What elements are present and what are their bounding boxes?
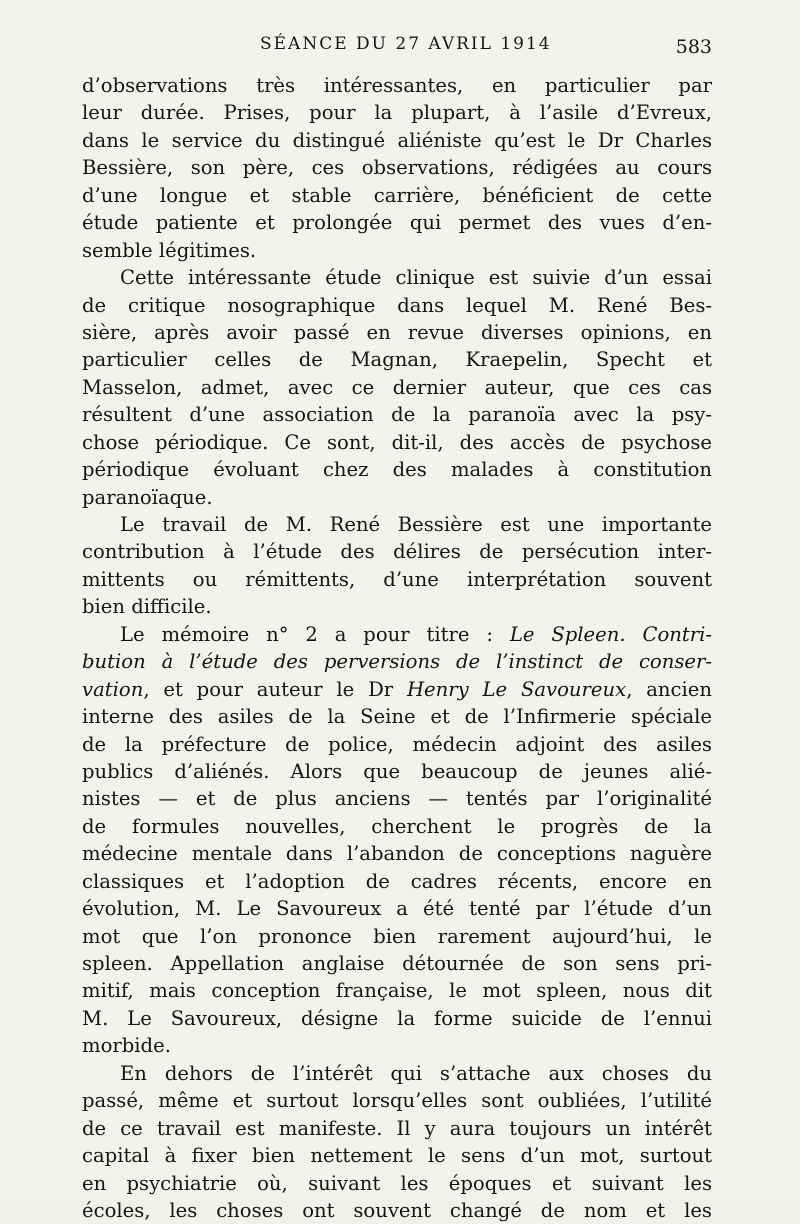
text-line: étude patiente et prolongée qui permet des vues d’en- [82,211,712,235]
text-line: Cette intéressante étude clinique est suivie d’un essai [120,266,712,290]
text-line: de la préfecture de police, médecin adjoint des asiles [82,732,712,756]
text-line: chose périodique. Ce sont, dit-il, des accès de psychose [82,430,712,454]
text-line: résultent d’une association de la paranoïa avec la psy- [82,403,712,427]
text-line: mittents ou rémittents, d’une interprétation souvent [82,567,712,591]
text-line: évolution, M. Le Savoureux a été tenté par l’étude d’un [82,897,712,921]
text-line: d’observations très intéressantes, en particulier par [82,74,712,97]
text-line: semble légitimes. [82,238,257,262]
page-number: 583 [675,36,712,58]
text-line: dans le service du distingué aliéniste qu’est le Dr Charles [82,128,712,152]
text-line: de critique nosographique dans lequel M. René Bes- [82,293,712,317]
text-line [82,676,712,703]
text-line: paranoïaque. [82,485,213,509]
text-line: médecine mentale dans l’abandon de conceptions naguère [82,842,712,866]
line-text: Le mémoire n° 2 a pour titre : [120,622,510,646]
body-text [82,72,712,1224]
text-line: en psychiatrie où, suivant les époques et suivant les [82,1171,712,1195]
text-line: sière, après avoir passé en revue diverses opinions, en [82,320,712,344]
italic-title: bution à l’étude des perversions de l’instinct de conser- [82,650,712,674]
text-line: contribution à l’étude des délires de persécution inter- [82,540,712,564]
text-line: nistes — et de plus anciens — tentés par l’originalité [82,787,712,811]
running-head: SÉANCE DU 27 AVRIL 1914 [260,34,552,54]
text-line: périodique évoluant chez des malades à constitution [82,458,712,482]
text-line: spleen. Appellation anglaise détournée de son sens pri- [82,952,712,975]
line-text: , et pour auteur le Dr [143,677,407,701]
page-header [82,26,712,66]
text-line: passé, même et surtout lorsqu’elles sont oubliées, l’utilité [82,1089,712,1113]
text-line: leur durée. Prises, pour la plupart, à l’asile d’Evreux, [82,101,712,125]
text-line: En dehors de l’intérêt qui s’attache aux choses du [120,1061,712,1085]
text-line [82,621,712,648]
text-line: Le travail de M. René Bessière est une importante [120,513,712,536]
text-line: M. Le Savoureux, désigne la forme suicide de l’ennui [82,1006,712,1030]
text-line [82,648,712,675]
italic-title: vation [82,677,144,701]
text-line: de ce travail est manifeste. Il y aura toujours un intérêt [82,1116,712,1140]
text-line: écoles, les choses ont souvent changé de nom et les [82,1198,712,1222]
text-line: publics d’aliénés. Alors que beaucoup de jeunes alié- [82,759,712,783]
text-line: Bessière, son père, ces observations, rédigées au cours [82,156,712,180]
italic-author: Henry Le Savoureux [406,677,627,701]
text-line: mot que l’on prononce bien rarement aujourd’hui, le [82,924,712,948]
text-line: capital à fixer bien nettement le sens d’un mot, surtout [82,1144,712,1168]
italic-title: Le Spleen. Contri- [509,622,713,646]
text-line: classiques et l’adoption de cadres récents, encore en [82,869,712,893]
text-line: morbide. [82,1034,171,1058]
text-line: d’une longue et stable carrière, bénéficient de cette [82,183,712,207]
text-line: interne des asiles de la Seine et de l’Infirmerie spéciale [82,705,712,729]
text-line: Masselon, admet, avec ce dernier auteur, que ces cas [82,375,712,399]
text-line: de formules nouvelles, cherchent le progrès de la [82,814,712,838]
text-line: particulier celles de Magnan, Kraepelin, Specht et [82,348,712,372]
text-line: mitif, mais conception française, le mot spleen, nous dit [82,979,712,1003]
line-text: , ancien [626,677,712,701]
text-line: bien difficile. [82,595,212,619]
